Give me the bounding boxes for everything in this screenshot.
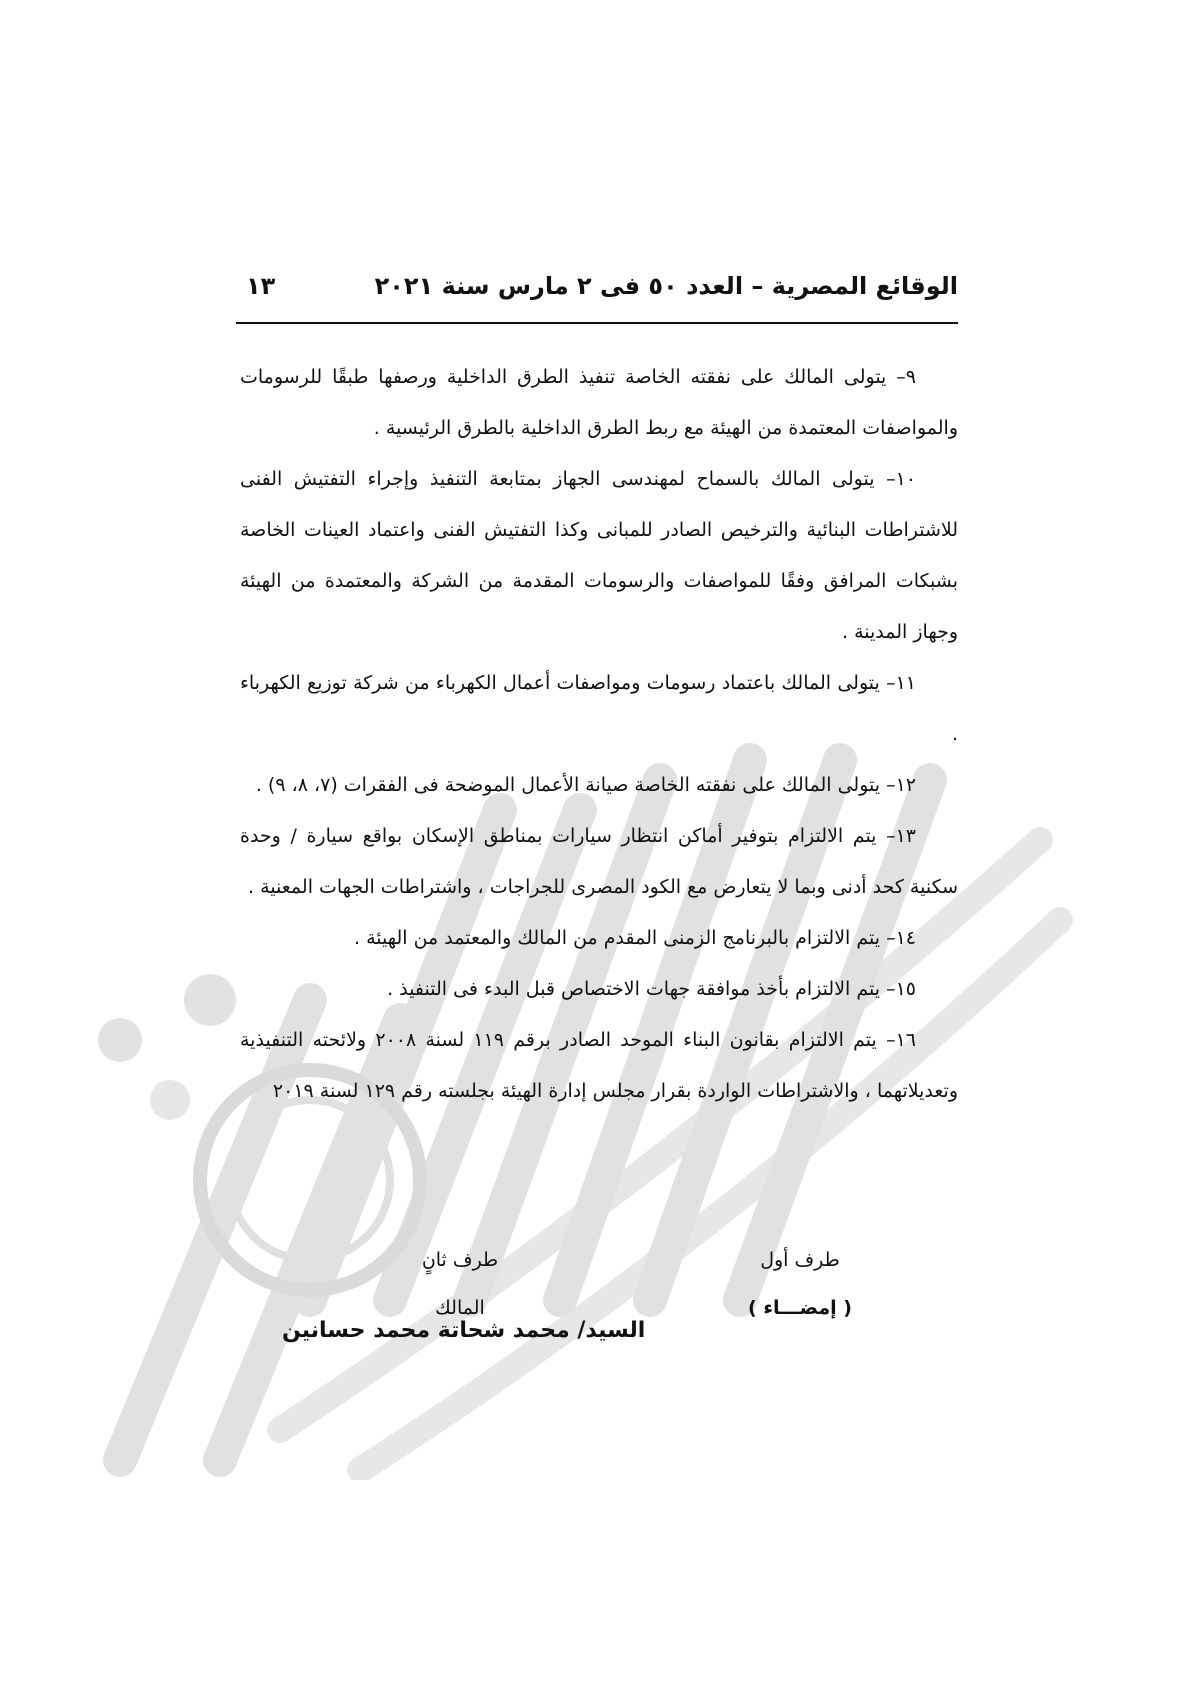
clause-11: ١١– يتولى المالك باعتماد رسومات ومواصفات أعمال الكهرباء من شركة توزيع الكهرباء . (240, 672, 958, 745)
owner-name: السيد/ محمد شحاتة محمد حسانين (282, 1318, 646, 1343)
clauses-list (240, 352, 958, 1117)
signature-block (270, 1236, 890, 1376)
gazette-title: الوقائع المصرية – العدد ٥٠ فى ٢ مارس سنة ٢٠٢١ (374, 272, 958, 300)
first-party-signed: ( إمضـــاء ) (748, 1297, 852, 1319)
clause-10: ١٠– يتولى المالك بالسماح لمهندسى الجهاز بمتابعة التنفيذ وإجراء التفتيش الفنى للاشتراطات البنائية والترخيص الصادر للمبانى وكذا التفتيش الفنى واعتماد العينات الخاصة بشبكات المرافق وفقًا للمواصفات والرسومات المقدمة من الشركة والمعتمدة من الهيئة وجهاز المدينة . (240, 468, 958, 643)
clause-12: ١٢– يتولى المالك على نفقته الخاصة صيانة الأعمال الموضحة فى الفقرات (٧، ٨، ٩) . (255, 774, 916, 796)
second-party-role: المالك (435, 1297, 485, 1319)
page-header (236, 268, 958, 324)
second-party-label: طرف ثانٍ (421, 1249, 499, 1271)
first-party (710, 1236, 890, 1332)
clause-13: ١٣– يتم الالتزام بتوفير أماكن انتظار سيارات بمناطق الإسكان بواقع سيارة / وحدة سكنية كحد أدنى وبما لا يتعارض مع الكود المصرى للجراجات ، واشتراطات الجهات المعنية . (240, 825, 958, 898)
first-party-label: طرف أول (760, 1249, 840, 1271)
header-divider (236, 322, 958, 324)
clause-16: ١٦– يتم الالتزام بقانون البناء الموحد الصادر برقم ١١٩ لسنة ٢٠٠٨ ولائحته التنفيذية وتعديلاتهما ، والاشتراطات الواردة بقرار مجلس إدارة الهيئة بجلسته رقم ١٢٩ لسنة ٢٠١٩ (240, 1029, 958, 1102)
page-number: ١٣ (246, 272, 276, 300)
clause-9: ٩– يتولى المالك على نفقته الخاصة تنفيذ الطرق الداخلية ورصفها طبقًا للرسومات والمواصفات المعتمدة من الهيئة مع ربط الطرق الداخلية بالطرق الرئيسية . (240, 366, 958, 439)
clause-14: ١٤– يتم الالتزام بالبرنامج الزمنى المقدم من المالك والمعتمد من الهيئة . (353, 927, 916, 949)
clause-15: ١٥– يتم الالتزام بأخذ موافقة جهات الاختصاص قبل البدء فى التنفيذ . (387, 978, 916, 1000)
